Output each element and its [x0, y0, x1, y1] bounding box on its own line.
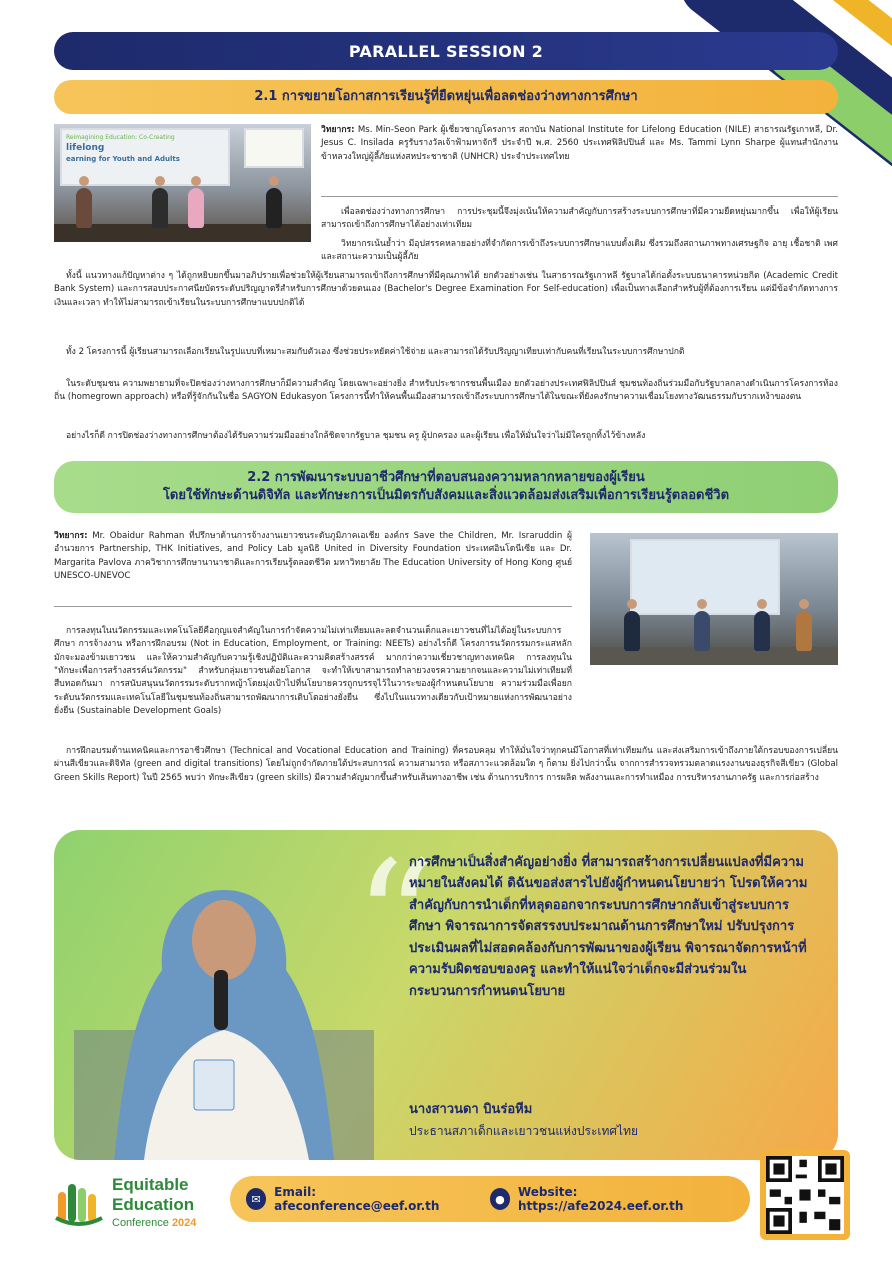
section1-p4: ทั้ง 2 โครงการนี้ ผู้เรียนสามารถเลือกเรียนในรูปแบบที่เหมาะสมกับตัวเอง ซึ่งช่วยประหยัดค่าใช้จ่าย และสามารถได้รับปริญญาเทียบเท่ากับคนที่เรียนในระบบการศึกษาปกติ: [66, 347, 685, 357]
stage-screen-logo: [244, 128, 304, 168]
section1-speakers: [321, 124, 838, 164]
section1-p1: เพื่อลดช่องว่างทางการศึกษา การประชุมนี้จึงมุ่งเน้นให้ความสำคัญกับการสร้างระบบการศึกษาที่มีความยืดหยุ่นมากขึ้น เพื่อให้ผู้เรียนสามารถเข้าถึงการศึกษาได้อย่างเท่าเทียม: [321, 207, 838, 231]
speakers-label: วิทยากร:: [321, 125, 355, 135]
contact-bar: [230, 1176, 750, 1222]
section1-p2: วิทยากรเน้นย้ำว่า มีอุปสรรคหลายอย่างที่จำกัดการเข้าถึงระบบการศึกษาแบบดั้งเดิม ซึ่งรวมถึงสถานภาพทางเศรษฐกิจ อายุ เชื้อชาติ เพศ และสถานะความเป็นผู้ลี้ภัย: [321, 239, 838, 263]
divider: [54, 606, 572, 607]
section2-heading-line2: โดยใช้ทักษะด้านดิจิทัล และทักษะการเป็นมิตรกับสังคมและสิ่งแวดล้อมส่งเสริมเพื่อการเรียนรู้ตลอดชีวิต: [162, 488, 730, 503]
email-contact[interactable]: [246, 1185, 468, 1213]
panelist: [266, 188, 282, 228]
section2-speakers: [54, 530, 572, 583]
website-contact[interactable]: [490, 1185, 728, 1213]
logo-conference: Conference: [112, 1217, 169, 1229]
section1-p6: อย่างไรก็ดี การปิดช่องว่างทางการศึกษาต้องได้รับความร่วมมืออย่างใกล้ชิดจากรัฐบาล ชุมชน ครู ผู้ปกครอง และผู้เรียน เพื่อให้มั่นใจว่าไม่มีใครถูกทิ้งไว้ข้างหลัง: [66, 431, 646, 441]
panelist: [188, 188, 204, 228]
session-title: PARALLEL SESSION 2: [54, 32, 838, 70]
divider: [321, 196, 838, 197]
quote-box: [54, 830, 838, 1160]
globe-icon: ●: [490, 1188, 510, 1210]
section1-heading: [54, 80, 838, 114]
section1-heading-text: 2.1 การขยายโอกาสการเรียนรู้ที่ยืดหยุ่นเพื่อลดช่องว่างทางการศึกษา: [254, 89, 638, 105]
qr-code-icon[interactable]: [760, 1150, 850, 1240]
quote-mark-icon: “: [354, 830, 436, 1013]
panelist: [152, 188, 168, 228]
qr-code-pattern: [766, 1156, 844, 1234]
screen-line-2: lifelong: [66, 143, 105, 154]
screen-line-1: Reimagining Education: Co-Creating: [66, 134, 175, 141]
quote-author-name: นางสาวนดา บินร่อหีม: [409, 1102, 533, 1117]
logo-text-line2: Education: [112, 1195, 195, 1214]
conference-logo: [54, 1176, 224, 1232]
panelist: [76, 188, 92, 228]
section1-photo: [54, 124, 311, 242]
panelist: [796, 611, 812, 651]
website-text: Website: https://afe2024.eef.or.th: [517, 1185, 684, 1213]
email-icon: ✉: [246, 1188, 266, 1210]
speakers-text: Mr. Obaidur Rahman ที่ปรึกษาด้านการจ้างงานเยาวชนระดับภูมิภาคเอเชีย องค์กร Save the Children, Mr. Israruddin ผู้อำนวยการ Partnership, THK Initiatives, and Policy Lab มูลนิธิ United in Diversity Foundation ประเทศอินโดนีเซีย และ Dr. Margarita Pavlova ภาควิชาการศึกษานานาชาติและการเรียนรู้ตลอดชีวิต มหาวิทยาลัย The Education University of Hong Kong ศูนย์ UNESCO-UNEVOC: [54, 531, 573, 581]
screen-line-3: earning for Youth and Adults: [66, 154, 180, 163]
section2-heading-line1: 2.2 การพัฒนาระบบอาชีวศึกษาที่ตอบสนองความหลากหลายของผู้เรียน: [247, 470, 645, 486]
speakers-label: วิทยากร:: [54, 531, 88, 541]
speakers-text: Ms. Min-Seon Park ผู้เชี่ยวชาญโครงการ สถาบัน National Institute for Lifelong Education (NILE) สาธารณรัฐเกาหลี, Dr. Jesus C. Insilada ครูรับรางวัลเจ้าฟ้ามหาจักรี ประจำปี พ.ศ. 2560 ประเทศฟิลิปปินส์ และ Ms. Tammi Lynn Sharpe ผู้แทนสำนักงานข้าหลวงใหญ่ผู้ลี้ภัยแห่งสหประชาชาติ (UNHCR) ประจำประเทศไทย: [321, 125, 838, 162]
section1-p3: ทั้งนี้ แนวทางแก้ปัญหาต่าง ๆ ได้ถูกหยิบยกขึ้นมาอภิปรายเพื่อช่วยให้ผู้เรียนสามารถเข้าถึงการศึกษาที่มีคุณภาพได้ ยกตัวอย่างเช่น ในสาธารณรัฐเกาหลี รัฐบาลได้ก่อตั้งระบบธนาคารหน่วยกิต (Academic Credit Bank System) และการสอบประกาศนียบัตรระดับปริญญาตรีสำหรับการศึกษาด้วยตนเอง (Bachelor's Degree Examination For Self-education) เพื่อเป็นทางเลือกสำหรับผู้ที่ต้องการเรียน แต่มีข้อจำกัดทางการเงินและเวลา ทำให้ไม่สามารถเข้าเรียนในระบบการศึกษาแบบปกติได้: [54, 271, 838, 308]
quote-text: การศึกษาเป็นสิ่งสำคัญอย่างยิ่ง ที่สามารถสร้างการเปลี่ยนแปลงที่มีความหมายในสังคมได้ ดิฉันขอส่งสารไปยังผู้กำหนดนโยบายว่า โปรดให้ความสำคัญกับการนำเด็กที่หลุดออกจากระบบการศึกษากลับเข้าสู่ระบบการศึกษา พิจารณาการจัดสรรงบประมาณด้านการศึกษาใหม่ ปรับปรุงการประเมินผลที่ไม่สอดคล้องกับการพัฒนาของผู้เรียน พิจารณาจัดการหน้าที่ความรับผิดชอบของครู และทำให้แน่ใจว่าเด็กจะมีส่วนร่วมในกระบวนการกำหนดนโยบาย: [409, 855, 808, 999]
quote-author-role: ประธานสภาเด็กและเยาวชนแห่งประเทศไทย: [409, 1124, 639, 1138]
logo-year: 2024: [171, 1217, 197, 1229]
section2-p2: การฝึกอบรมด้านเทคนิคและการอาชีวศึกษา (Technical and Vocational Education and Training) ที่ครอบคลุม ทำให้มั่นใจว่าทุกคนมีโอกาสที่เท่าเทียมกัน และส่งเสริมการเข้าถึงภายใต้กรอบของการเปลี่ยนผ่านสีเขียวและดิจิทัล (green and digital transitions) โดยไม่ถูกจำกัดภายใต้ประสบการณ์ ความสามารถ หรือสภาวะแวดล้อมใด ๆ ก็ตาม ยิ่งไปกว่านั้น จากการสำรวจทรวมตลาดแรงงานของธุรกิจสีเขียว (Global Green Skills Report) ในปี 2565 พบว่า ทักษะสีเขียว (green skills) มีความสำคัญมากขึ้นสำหรับเส้นทางอาชีพ เช่น ด้านการบริการ การผลิต พลังงานและการทำเหมือง การบริหารงานภาครัฐ และการก่อสร้าง: [54, 746, 838, 783]
logo-text-line3: [112, 1217, 196, 1229]
section2-p1: การลงทุนในนวัตกรรมและเทคโนโลยีคือกุญแจสำคัญในการกำจัดความไม่เท่าเทียมและลดจำนวนเด็กและเยาวชนที่ไม่ได้อยู่ในระบบการศึกษา การจ้างงาน หรือการฝึกอบรม (Not in Education, Employment, or Training: NEETs) อย่างไรก็ดี โครงการนวัตกรรมกระแสหลักมักจะมองข้ามเยาวชน และให้ความสำคัญกับความรู้เชิงปฏิบัติและความคิดสร้างสรรค์ มากกว่าความเชี่ยวชาญทางเทคนิค การลงทุนใน "ทักษะเพื่อการสร้างสรรค์นวัตกรรม" สำหรับกลุ่มเยาวชนด้อยโอกาส จะทำให้เขาสามารถทำลายวงจรความยากจนและความไม่เท่าเทียมที่สืบทอดกันมา การสนับสนุนนวัตกรรมระดับรากหญ้าโดยมุ่งเป้าไปที่นโยบายควรถูกบรรจุไว้ในวาระของผู้กำหนดนโยบาย ความร่วมมือเพื่อยกระดับนวัตกรรมและเทคโนโลยีในชุมชนท้องถิ่นสามารถพัฒนาการเติบโตอย่างยั่งยืน ซึ่งไปในแนวทางเดียวกับเป้าหมายแห่งการพัฒนาอย่างยั่งยืน (Sustainable Development Goals): [54, 626, 572, 716]
panelist: [624, 611, 640, 651]
logo-text-line1: Equitable: [112, 1175, 189, 1194]
section1-p5: ในระดับชุมชน ความพยายามที่จะปิดช่องว่างทางการศึกษาก็มีความสำคัญ โดยเฉพาะอย่างยิ่ง สำหรับประชากรชนพื้นเมือง ยกตัวอย่างประเทศฟิลิปปินส์ ชุมชนท้องถิ่นร่วมมือกับรัฐบาลกลางดำเนินการโครงการท้องถิ่น (homegrown approach) หรือที่รู้จักกันในชื่อ SAGYON Edukasyon โครงการนี้ทำให้คนพื้นเมืองสามารถเข้าถึงระบบการศึกษาได้ในขณะที่ยังคงรักษาความเชื่อมโยงทางวัฒนธรรมกับรากเหง้าของตน: [54, 379, 838, 403]
email-text: Email: afeconference@eef.or.th: [274, 1185, 440, 1213]
panelist: [754, 611, 770, 651]
section2-heading: [54, 461, 838, 513]
panelist: [694, 611, 710, 651]
section2-photo: [590, 533, 838, 665]
speaker-photo: [74, 830, 374, 1160]
conference-logo-mark-icon: [54, 1178, 104, 1228]
